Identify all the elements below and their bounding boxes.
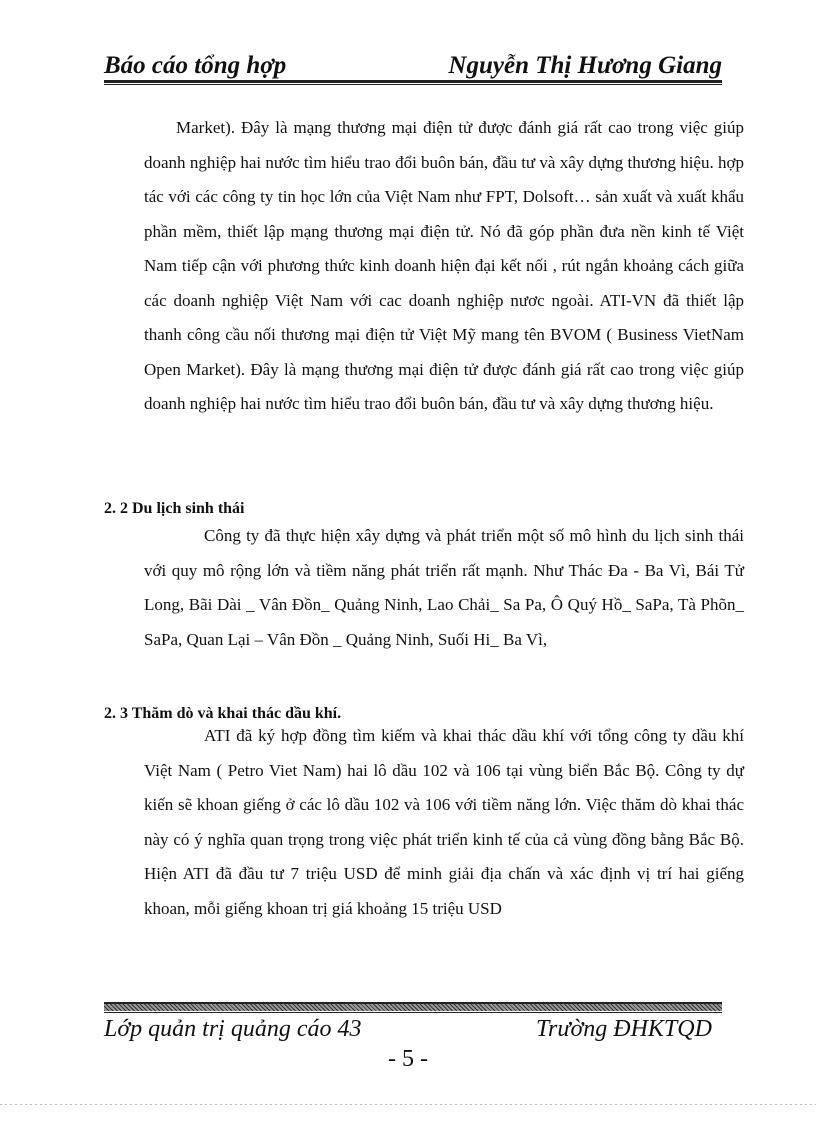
paragraph-ecommerce: Market). Đây là mạng thương mại điện tử được đánh giá rất cao trong việc giúp doanh nghiệp hai nước tìm hiểu trao đổi buôn bán, đầu tư và xây dựng thương hiệu. hợp tác với các công ty tin học lớn của Việt Nam như FPT, Dolsoft… sản xuất và xuất khẩu phần mềm, thiết lập mạng thương mại điện tử. Nó đã góp phần đưa nền kinh tế Việt Nam tiếp cận với phương thức kinh doanh hiện đại kết nối , rút ngắn khoảng cách giữa các doanh nghiệp Việt Nam với cac doanh nghiệp nươc ngoài. ATI-VN đã thiết lập thanh công cầu nối thương mại điện tử Việt Mỹ mang tên BVOM ( Business VietNam Open Market). Đây là mạng thương mại điện tử được đánh giá rất cao trong việc giúp doanh nghiệp hai nước tìm hiểu trao đổi buôn bán, đầu tư và xây dựng thương hiệu. xyxy=(144,118,744,413)
header-author-name: Nguyễn Thị Hương Giang xyxy=(448,52,722,79)
section-heading-ecotourism: 2. 2 Du lịch sinh thái xyxy=(104,500,245,517)
footer-school-name: Trường ĐHKTQD xyxy=(536,1016,712,1042)
paragraph-ecotourism: Công ty đã thực hiện xây dựng và phát triển một số mô hình du lịch sinh thái với quy mô rộng lớn và tiềm năng phát triển rất mạnh. Như Thác Đa - Ba Vì, Bái Tử Long, Bãi Dài _ Vân Đồn_ Quảng Ninh, Lao Chải_ Sa Pa, Ô Quý Hồ_ SaPa, Tà Phõn_ SaPa, Quan Lại – Vân Đồn _ Quảng Ninh, Suối Hi_ Ba Vì, xyxy=(144,526,744,649)
footer-class-name: Lớp quản trị quảng cáo 43 xyxy=(104,1016,362,1042)
footer-divider xyxy=(104,1002,722,1011)
paragraph-oil-gas: ATI đã ký hợp đồng tìm kiếm và khai thác dầu khí với tổng công ty dầu khí Việt Nam ( Petro Viet Nam) hai lô dầu 102 và 106 tại vùng biển Bắc Bộ. Công ty dự kiến sẽ khoan giếng ở các lô dầu 102 và 106 với tiềm năng lớn. Việc thăm dò khai thác này có ý nghĩa quan trọng trong việc phát triển kinh tế của cả vùng đồng bằng Bắc Bộ. Hiện ATI đã đầu tư 7 triệu USD để minh giải địa chấn và xác định vị trí hai giếng khoan, mỗi giếng khoan trị giá khoảng 15 triệu USD xyxy=(144,726,744,918)
header-divider-thin xyxy=(104,84,722,85)
footer-divider-thin xyxy=(104,1012,722,1013)
page-bottom-edge xyxy=(0,1104,816,1105)
header-report-title: Báo cáo tổng hợp xyxy=(104,52,287,79)
section-heading-oil-gas: 2. 3 Thăm dò và khai thác dầu khí. xyxy=(104,705,342,722)
page-number: - 5 - xyxy=(388,1046,428,1072)
header-divider xyxy=(104,80,722,83)
